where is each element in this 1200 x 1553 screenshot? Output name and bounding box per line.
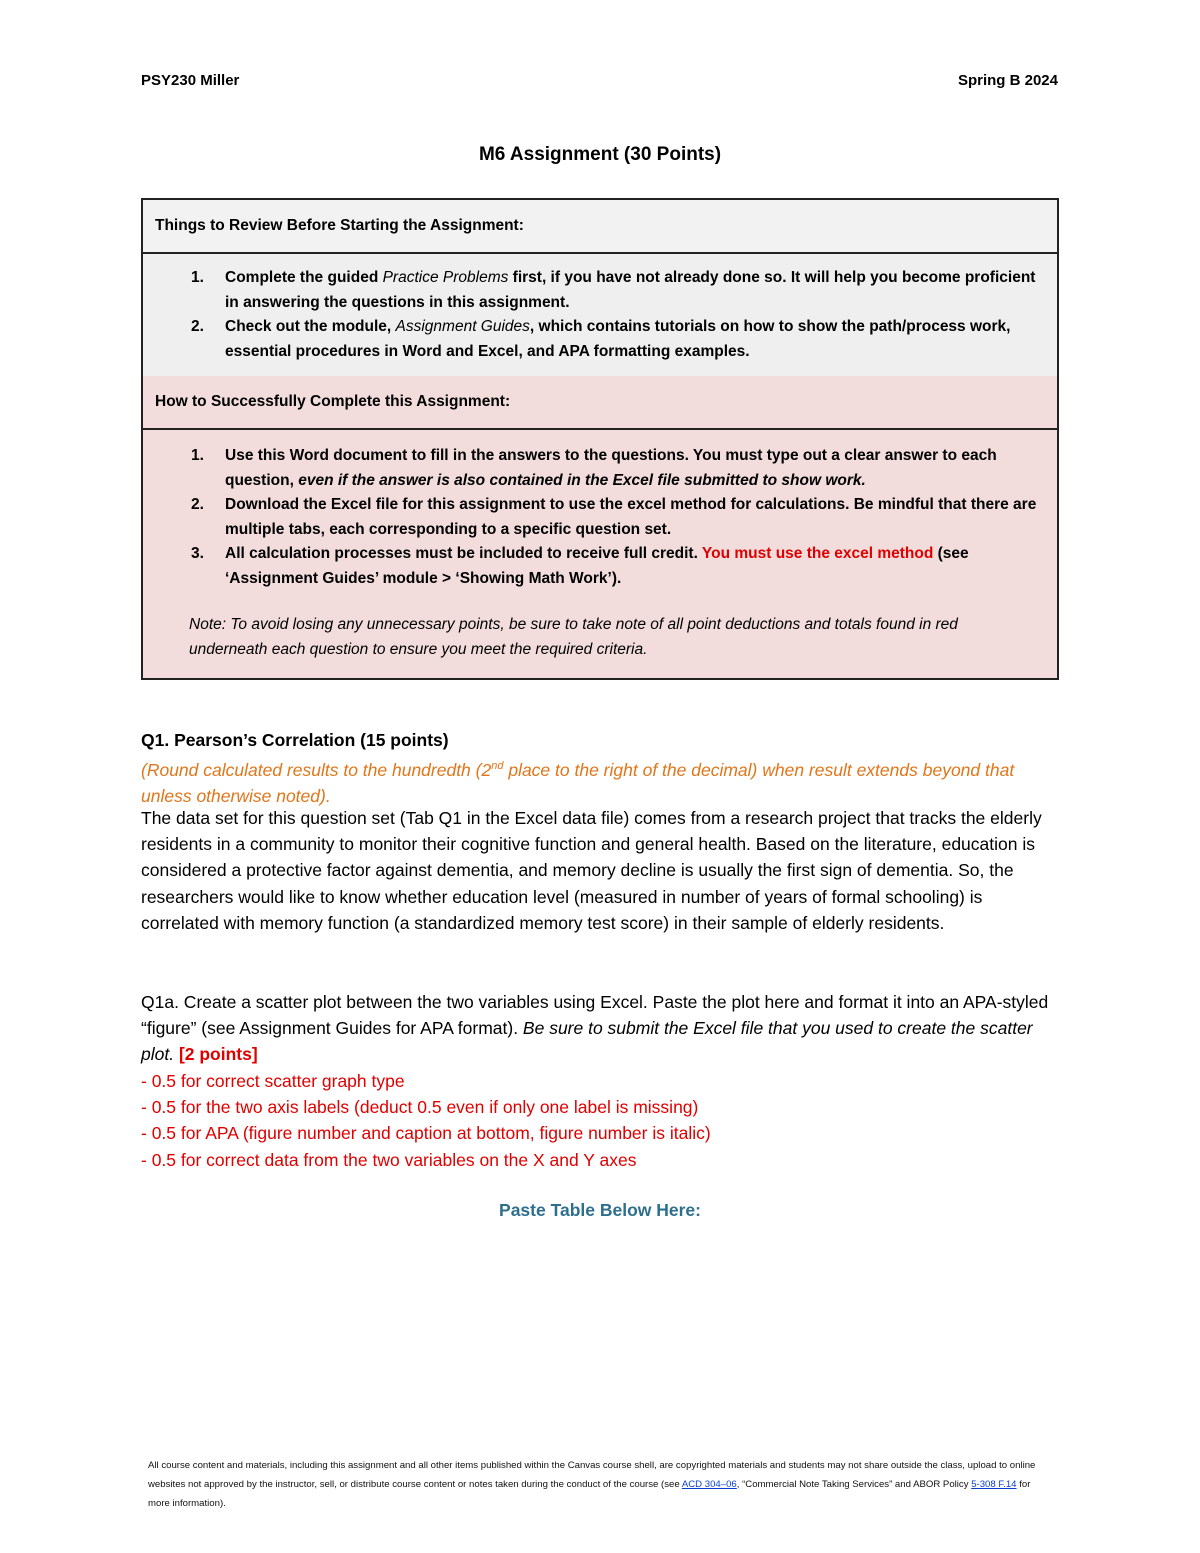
q1-heading: Q1. Pearson’s Correlation (15 points): [141, 730, 449, 750]
review-box-heading: Things to Review Before Starting the Assignment:: [143, 200, 1057, 254]
item-number: 3.: [191, 545, 204, 562]
deduction-item: - 0.5 for APA (figure number and caption at bottom, figure number is italic): [141, 1123, 711, 1144]
how-item: 2. Download the Excel file for this assignment to use the excel method for calculations. Be mindful that there are multiple tabs, each corresponding to a specific question set.: [155, 493, 1037, 542]
abor-policy-link[interactable]: 5-308 F.14: [971, 1479, 1017, 1490]
item-number: 1.: [191, 269, 204, 286]
item-number: 2.: [191, 496, 204, 513]
copyright-footer: All course content and materials, including this assignment and all other items published within the Canvas course shell, are copyrighted materials and students may not share outside the class, upload to online websites not approved by the instructor, sell, or distribute course content or notes taken during the conduct of the course (see ACD 304–06, “Commercial Note Taking Services” and ABOR Policy 5-308 F.14 for more information).: [148, 1460, 1036, 1509]
item-number: 2.: [191, 318, 204, 335]
q1a-deductions: [141, 1068, 1061, 1173]
how-to-box-body: [143, 430, 1057, 678]
how-to-box-heading: How to Successfully Complete this Assignment:: [143, 376, 1057, 430]
review-box-body: [143, 254, 1057, 376]
header-course: PSY230 Miller: [141, 72, 240, 89]
deduction-item: - 0.5 for the two axis labels (deduct 0.5 even if only one label is missing): [141, 1097, 699, 1118]
item-number: 1.: [191, 447, 204, 464]
how-to-note: Note: To avoid losing any unnecessary points, be sure to take note of all point deductions and totals found in red underneath each question to ensure you meet the required criteria.: [189, 616, 958, 658]
paste-table-label: Paste Table Below Here:: [499, 1200, 701, 1220]
how-item: 1. Use this Word document to fill in the answers to the questions. You must type out a clear answer to each question, even if the answer is also contained in the Excel file submitted to show work.: [155, 444, 1037, 493]
how-to-box: [141, 376, 1059, 680]
q1-rounding-instruction: (Round calculated results to the hundredth (2nd place to the right of the decimal) when result extends beyond that unless otherwise noted).: [141, 759, 1015, 807]
deduction-item: - 0.5 for correct data from the two variables on the X and Y axes: [141, 1149, 637, 1170]
acd-policy-link[interactable]: ACD 304–06: [681, 1479, 737, 1490]
header-term: Spring B 2024: [957, 72, 1058, 89]
review-item: 2. Check out the module, Assignment Guides, which contains tutorials on how to show the path/process work, essential procedures in Word and Excel, and APA formatting examples.: [155, 315, 1037, 364]
deduction-item: - 0.5 for correct scatter graph type: [141, 1071, 405, 1091]
page-title: M6 Assignment (30 Points): [478, 144, 722, 165]
q1-description: The data set for this question set (Tab Q1 in the Excel data file) comes from a research project that tracks the elderly residents in a community to monitor their cognitive function and general health. Based on the literature, education is considered a protective factor against dementia, and memory decline is usually the first sign of dementia. So, the researchers would like to know whether education level (measured in number of years of formal schooling) is correlated with memory function (a standardized memory test score) in their sample of elderly residents.: [141, 808, 1042, 933]
q1a-prompt: Q1a. Create a scatter plot between the two variables using Excel. Paste the plot here and format it into an APA-styled “figure” (see Assignment Guides for APA format). Be sure to submit the Excel file that you used to create the scatter plot. [2 points]: [141, 992, 1049, 1065]
review-box: [141, 198, 1059, 378]
how-item: 3. All calculation processes must be included to receive full credit. You must use the excel method (see ‘Assignment Guides’ module > ‘Showing Math Work’).: [155, 542, 1037, 591]
excel-method-emphasis: You must use the excel method: [701, 545, 934, 562]
review-item: 1. Complete the guided Practice Problems first, if you have not already done so. It will help you become proficient in answering the questions in this assignment.: [155, 266, 1037, 315]
